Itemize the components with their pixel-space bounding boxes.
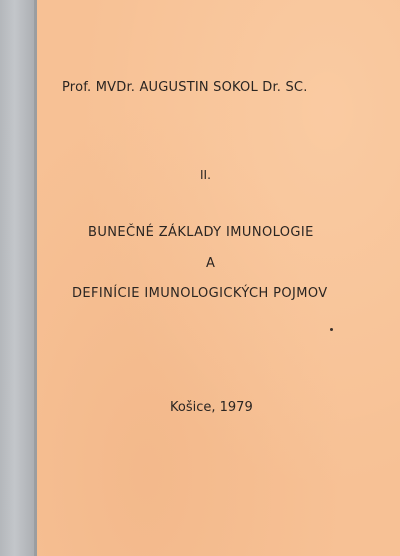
- title-line-2: DEFINÍCIE IMUNOLOGICKÝCH POJMOV: [72, 286, 328, 301]
- title-line-1: BUNEČNÉ ZÁKLADY IMUNOLOGIE: [88, 225, 314, 240]
- ink-speck: [330, 328, 333, 331]
- volume-number: II.: [200, 168, 211, 182]
- author-line: Prof. MVDr. AUGUSTIN SOKOL Dr. SC.: [62, 80, 308, 95]
- title-connector: A: [206, 256, 215, 271]
- place-and-year: Košice, 1979: [170, 400, 253, 415]
- book-spine: [0, 0, 37, 556]
